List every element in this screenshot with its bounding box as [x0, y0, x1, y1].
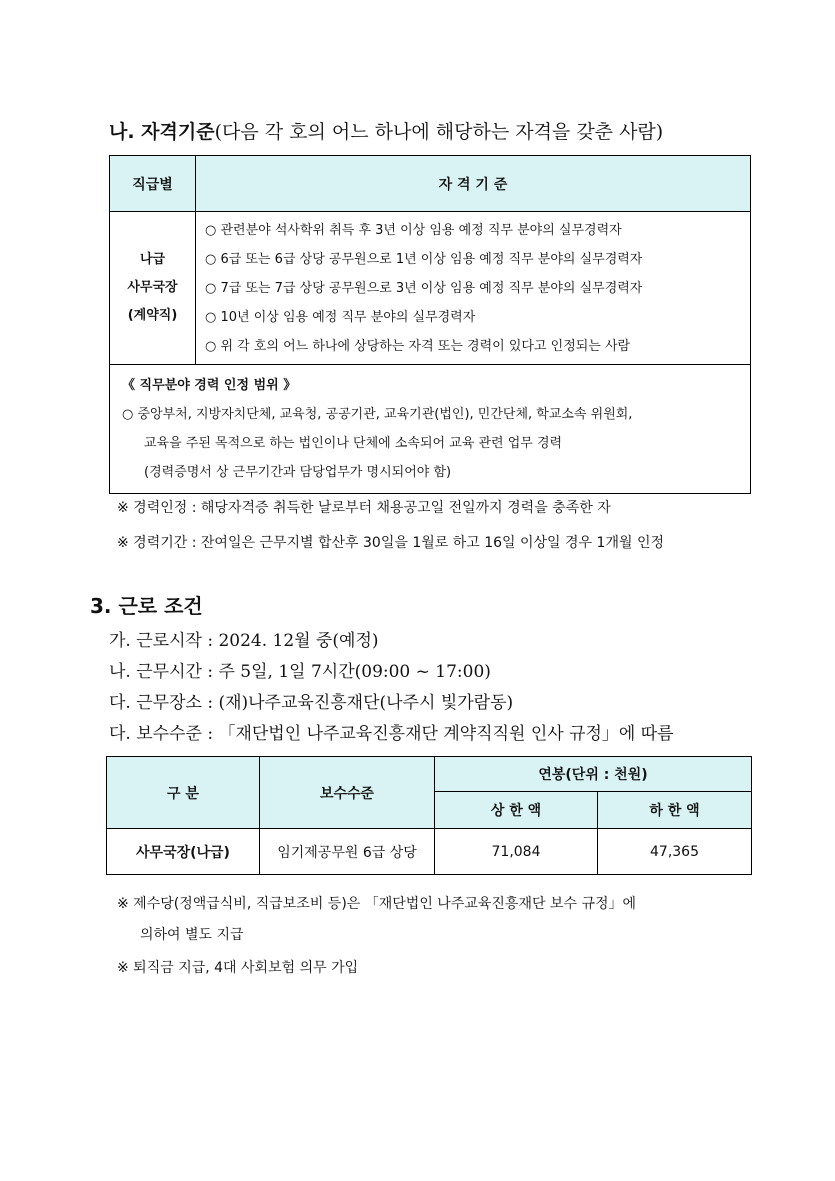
rank-line: 사무국장	[127, 280, 178, 295]
pay-row-level: 임기제공무원 6급 상당	[260, 829, 435, 875]
pay-row-upper: 71,084	[435, 829, 598, 875]
criteria-cell	[196, 212, 751, 365]
career-period-note: ※ 경력기간 : 잔여일은 근무지별 합산후 30일을 1월로 하고 16일 이상일 경우 1개월 인정	[117, 535, 664, 551]
career-range-line: (경력증명서 상 근무기간과 담당업무가 명시되어야 함)	[144, 465, 452, 480]
career-range-line: ○ 중앙부처, 지방자치단체, 교육청, 공공기관, 교육기관(법인), 민간단체, 학교소속 위원회,	[122, 407, 633, 422]
qualification-heading-prefix: 나. 자격기준	[109, 121, 215, 143]
pay-table	[106, 756, 752, 875]
work-conditions-heading: 3. 근로 조건	[90, 594, 203, 618]
rank-line: (계약직)	[127, 308, 178, 323]
severance-insurance-note: ※ 퇴직금 지급, 4대 사회보험 의무 가입	[117, 960, 359, 976]
career-recognition-note: ※ 경력인정 : 해당자격증 취득한 날로부터 채용공고일 전일까지 경력을 충족한 자	[117, 500, 611, 516]
col-salary-header: 연봉(단위 : 천원)	[435, 757, 752, 792]
rank-cell	[110, 212, 196, 365]
allowance-note-continued: 의하여 별도 지급	[140, 927, 244, 943]
col-category-header: 구 분	[107, 757, 260, 829]
work-place-item: 다. 근무장소 : (재)나주교육진흥재단(나주시 빛가람동)	[109, 693, 514, 713]
criteria-item: ○ 10년 이상 임용 예정 직무 분야의 실무경력자	[205, 309, 476, 325]
pay-level-item: 다. 보수수준 : 「재단법인 나주교육진흥재단 계약직직원 인사 규정」에 따름	[109, 724, 674, 744]
col-upper-header: 상 한 액	[435, 792, 598, 829]
career-range-cell	[110, 365, 751, 494]
criteria-item: ○ 7급 또는 7급 상당 공무원으로 3년 이상 임용 예정 직무 분야의 실무경력자	[205, 280, 643, 296]
col-rank-header: 직급별	[110, 156, 196, 212]
pay-row-category: 사무국장(나급)	[107, 829, 260, 875]
career-range-title: 《 직무분야 경력 인정 범위 》	[122, 378, 297, 393]
pay-row-lower: 47,365	[598, 829, 752, 875]
criteria-item: ○ 위 각 호의 어느 하나에 상당하는 자격 또는 경력이 있다고 인정되는 사람	[205, 338, 631, 354]
qualification-table	[109, 155, 751, 494]
qualification-heading-detail: (다음 각 호의 어느 하나에 해당하는 자격을 갖춘 사람)	[214, 121, 664, 143]
criteria-item: ○ 6급 또는 6급 상당 공무원으로 1년 이상 임용 예정 직무 분야의 실무경력자	[205, 251, 643, 267]
rank-line: 나급	[139, 252, 166, 267]
qualification-heading	[109, 117, 663, 144]
criteria-item: ○ 관련분야 석사학위 취득 후 3년 이상 임용 예정 직무 분야의 실무경력자	[205, 222, 622, 238]
work-start-item: 가. 근로시작 : 2024. 12월 중(예정)	[109, 631, 379, 651]
col-lower-header: 하 한 액	[598, 792, 752, 829]
col-criteria-header: 자 격 기 준	[196, 156, 751, 212]
allowance-note: ※ 제수당(정액급식비, 직급보조비 등)은 「재단법인 나주교육진흥재단 보수 규정」에	[117, 896, 637, 912]
work-hours-item: 나. 근무시간 : 주 5일, 1일 7시간(09:00 ~ 17:00)	[109, 662, 491, 682]
career-range-line: 교육을 주된 목적으로 하는 법인이나 단체에 소속되어 교육 관련 업무 경력	[144, 436, 563, 451]
col-level-header: 보수수준	[260, 757, 435, 829]
